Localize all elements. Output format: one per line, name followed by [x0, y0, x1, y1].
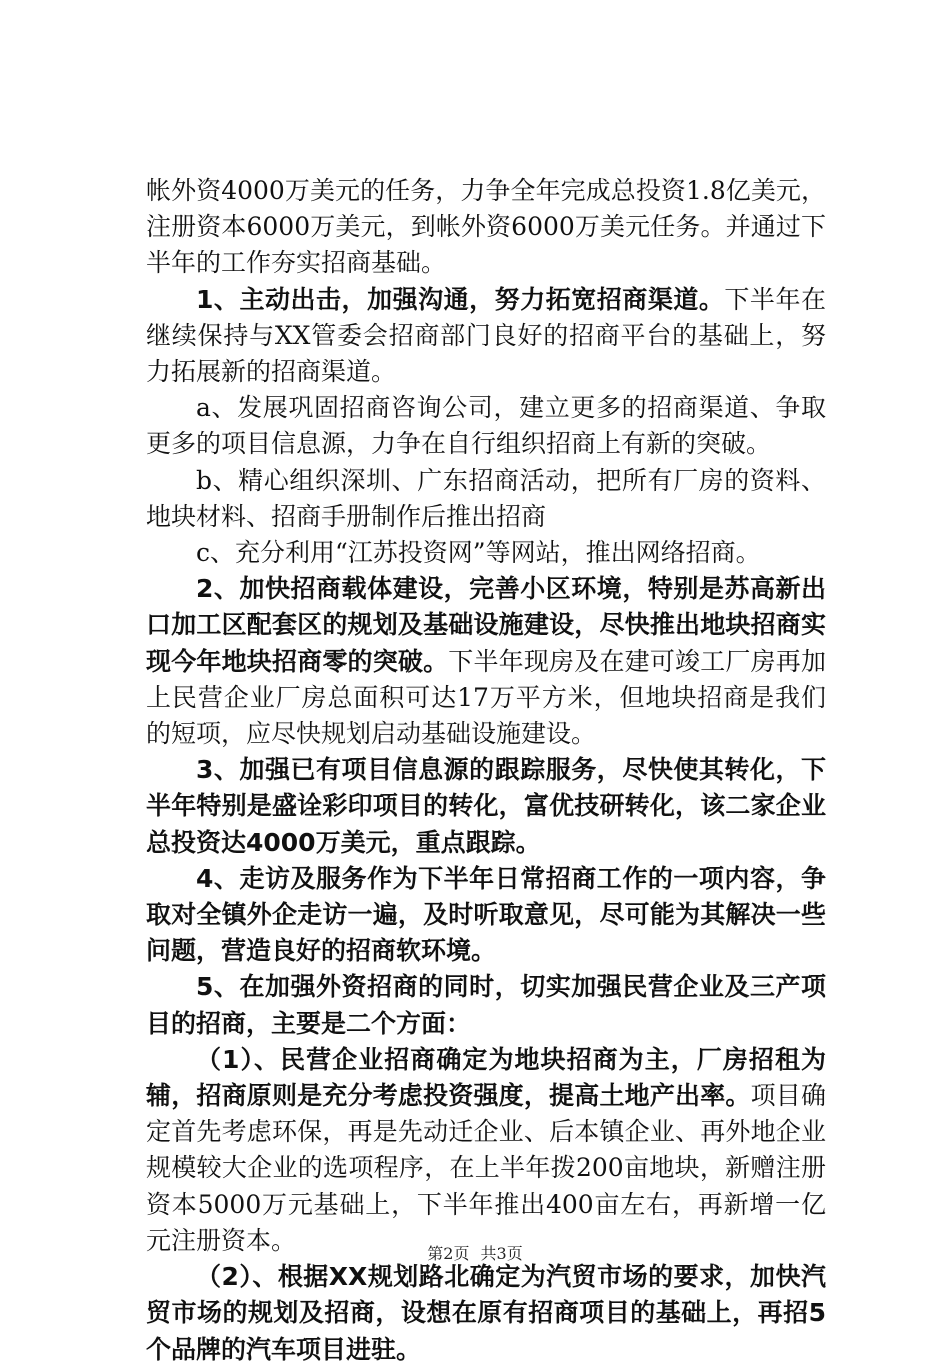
paragraph-text: b、精心组织深圳、广东招商活动，把所有厂房的资料、地块材料、招商手册制作后推出招商: [146, 465, 826, 531]
paragraph-text: 帐外资4000万美元的任务，力争全年完成总投资1.8亿美元，注册资本6000万美元，到帐外资6000万美元任务。并通过下半年的工作夯实招商基础。: [146, 176, 826, 278]
paragraph-heading: （1）、民营企业招商确定为地块招商为主，厂房招租为辅，招商原则是充分考虑投资强度，提高土地产出率。: [146, 1044, 826, 1111]
paragraph-item-4: [146, 861, 826, 970]
page-number: 第2页: [427, 1244, 470, 1263]
paragraph-heading: 1、主动出击，加强沟通，努力拓宽招商渠道。: [196, 284, 725, 314]
paragraph-heading: 5、在加强外资招商的同时，切实加强民营企业及三产项目的招商，主要是二个方面：: [146, 972, 826, 1038]
paragraph-item-2: [146, 571, 826, 752]
document-body: [146, 173, 826, 1368]
paragraph-heading: 4、走访及服务作为下半年日常招商工作的一项内容，争取对全镇外企走访一遍，及时听取意见，尽可能为其解决一些问题，营造良好的招商软环境。: [146, 863, 826, 966]
paragraph-text: a、发展巩固招商咨询公司，建立更多的招商渠道、争取更多的项目信息源，力争在自行组织招商上有新的突破。: [146, 393, 826, 459]
paragraph-text: 项目确定首先考虑环保，再是先动迁企业、后本镇企业、再外地企业规模较大企业的选项程序，在上半年拨200亩地块，新赠注册资本5000万元基础上，下半年推出400亩左右，再新增一亿元注册资本。: [146, 1081, 826, 1255]
paragraph-subitem-1: [146, 1042, 826, 1259]
paragraph-intro: [146, 173, 826, 282]
paragraph-text: 下半年在继续保持与XX管委会招商部门良好的招商平台的基础上，努力拓展新的招商渠道。: [146, 284, 826, 387]
paragraph-item-5: [146, 969, 826, 1041]
paragraph-item-c: [146, 535, 826, 571]
paragraph-item-1: [146, 282, 826, 391]
paragraph-heading: （2）、根据XX规划路北确定为汽贸市场的要求，加快汽贸市场的规划及招商，设想在原有招商项目的基础上，再招5个品牌的汽车项目进驻。: [146, 1262, 826, 1364]
paragraph-subitem-2: [146, 1259, 826, 1368]
page-total: 共3页: [480, 1244, 523, 1263]
paragraph-item-b: [146, 463, 826, 535]
paragraph-text: 下半年现房及在建可竣工厂房再加上民营企业厂房总面积可达17万平方米，但地块招商是我们的短项，应尽快规划启动基础设施建设。: [146, 646, 826, 749]
paragraph-item-3: [146, 752, 826, 861]
paragraph-heading: 3、加强已有项目信息源的跟踪服务，尽快使其转化，下半年特别是盛诠彩印项目的转化，富优技研转化，该二家企业总投资达4000万美元，重点跟踪。: [146, 755, 826, 857]
paragraph-heading: 2、加快招商载体建设，完善小区环境，特别是苏高新出口加工区配套区的规划及基础设施建设，尽快推出地块招商实现今年地块招商零的突破。: [146, 574, 826, 676]
paragraph-item-a: [146, 390, 826, 462]
paragraph-text: c、充分利用“江苏投资网”等网站，推出网络招商。: [196, 538, 761, 568]
page-footer: [0, 1241, 950, 1264]
